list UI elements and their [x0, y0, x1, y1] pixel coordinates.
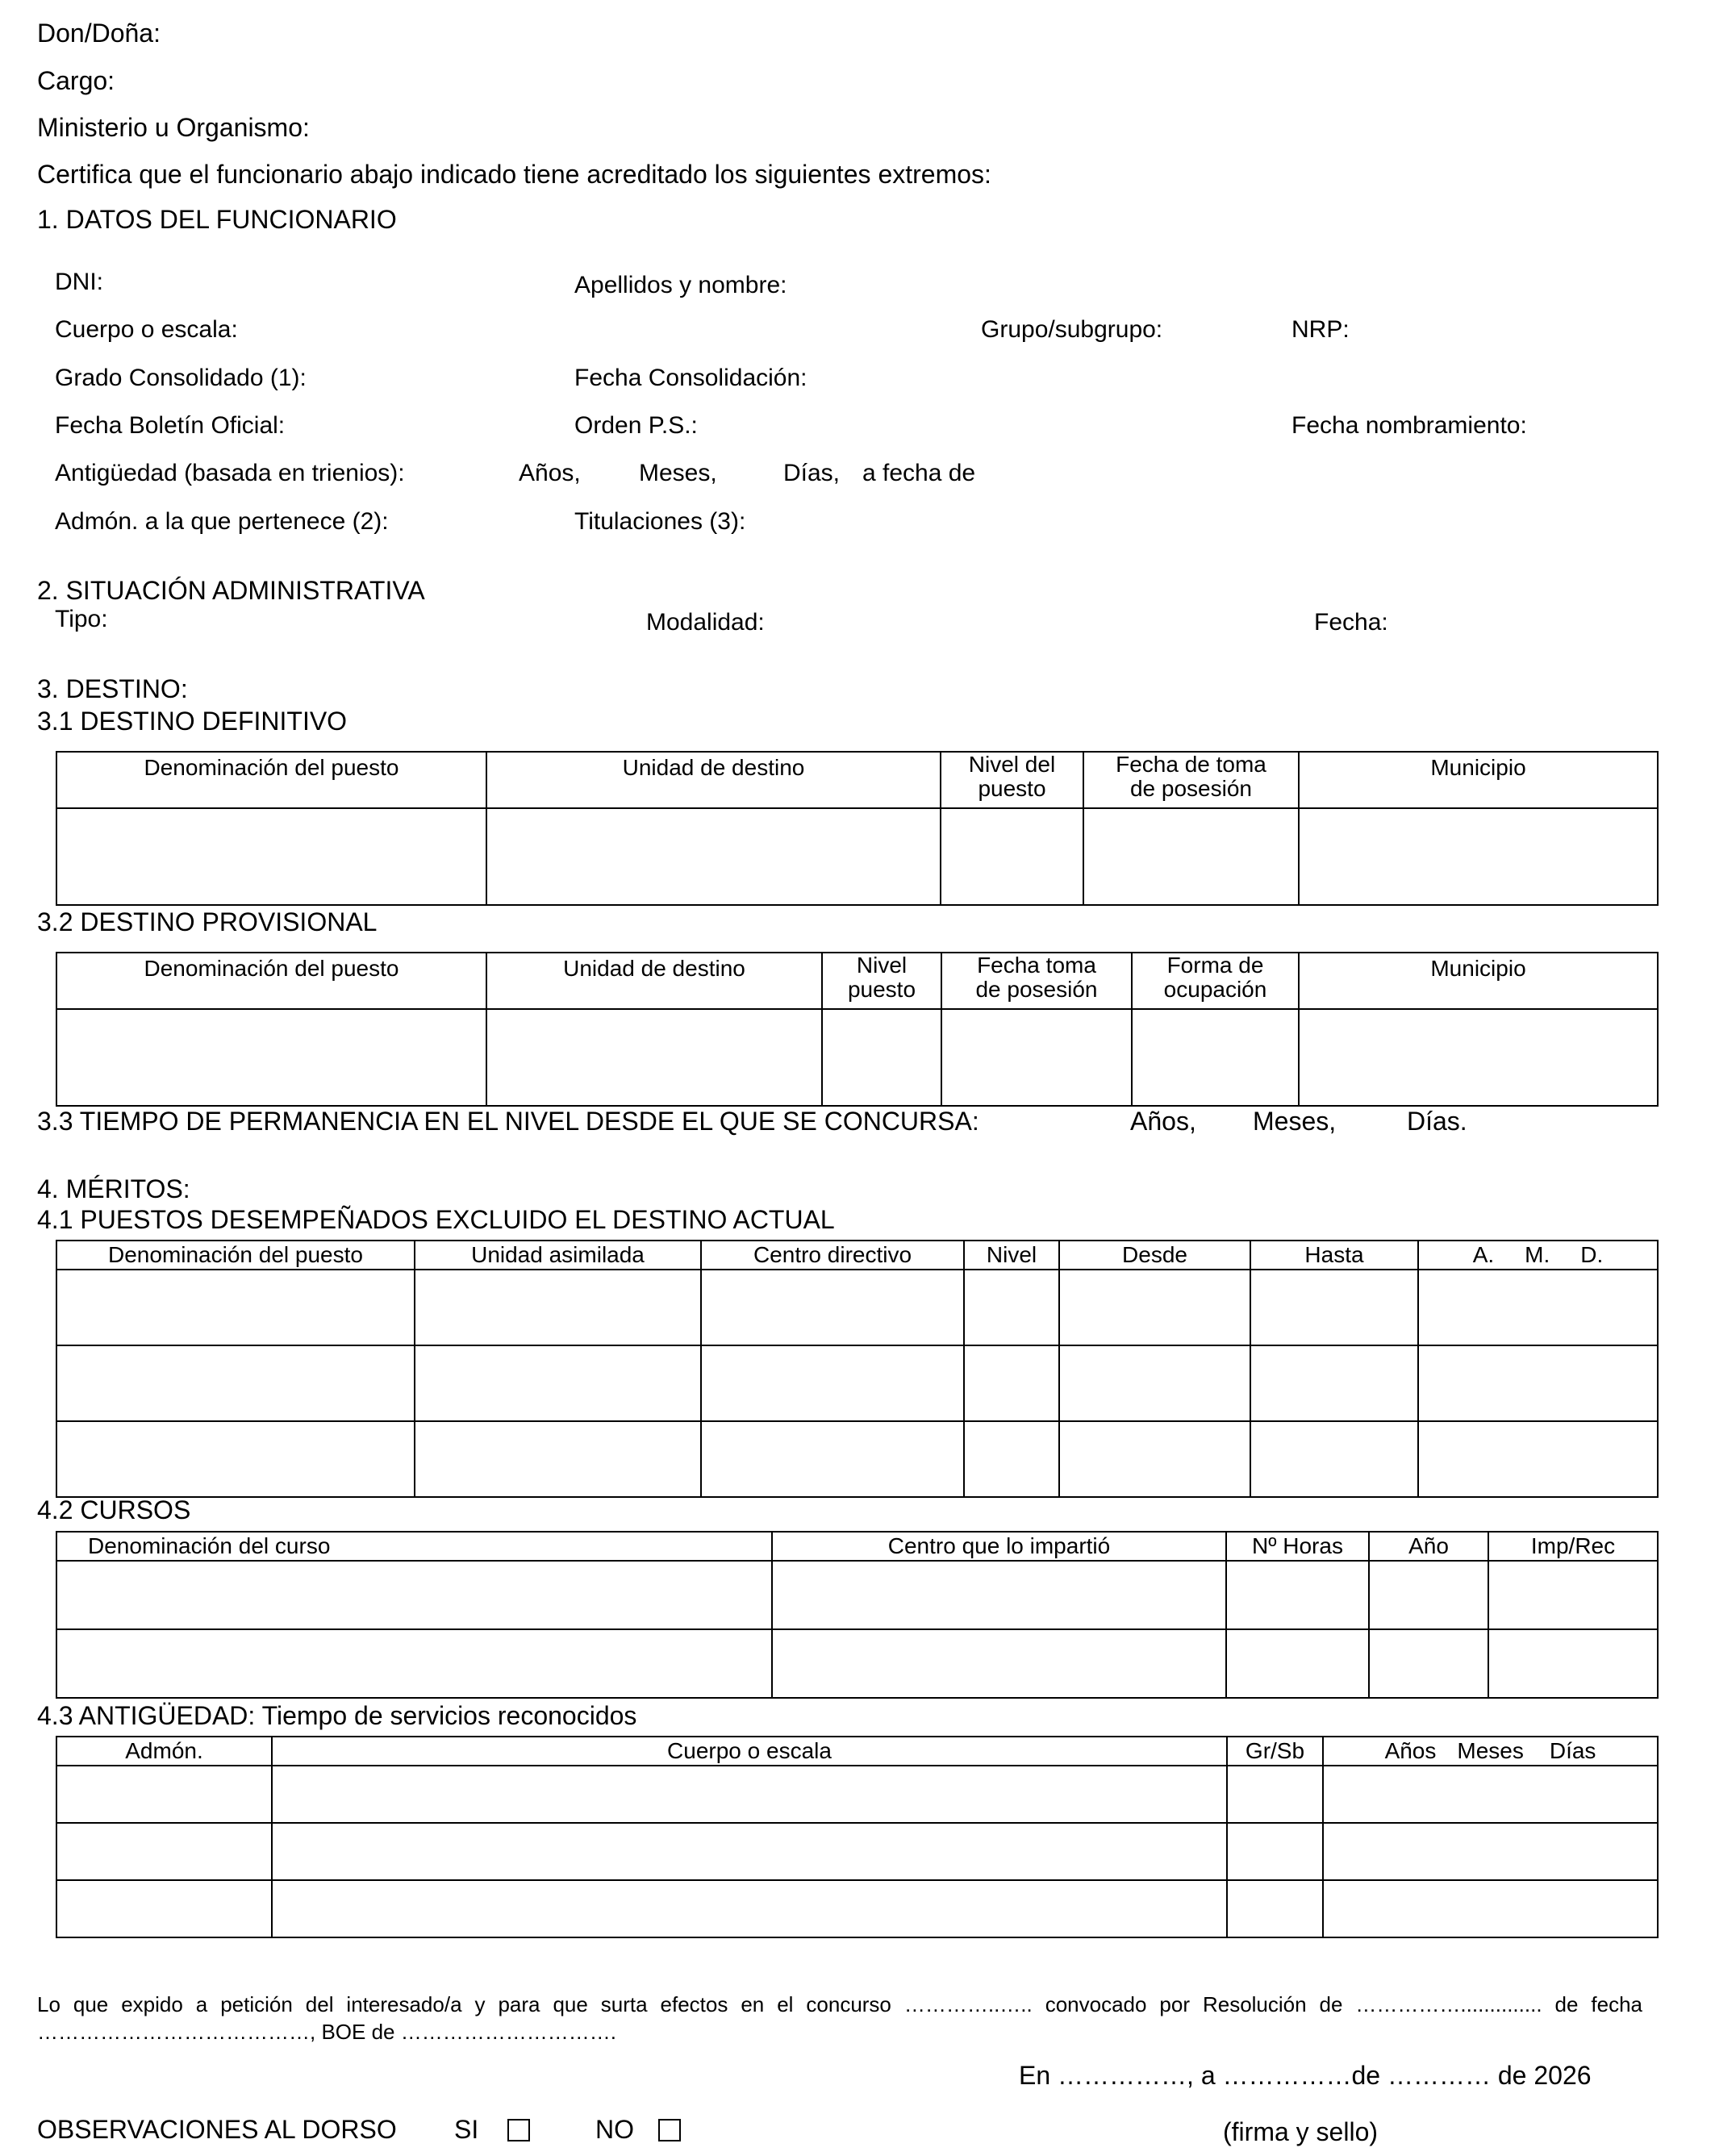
cuerpo-label: Cuerpo o escala:: [55, 316, 238, 343]
cell[interactable]: [1083, 808, 1299, 905]
destino-definitivo-table: [56, 751, 1659, 906]
tipo-label: Tipo:: [55, 606, 108, 632]
cell[interactable]: [1488, 1629, 1658, 1698]
cell[interactable]: [1059, 1345, 1250, 1421]
puestos-table: [56, 1240, 1659, 1498]
cell[interactable]: [56, 1880, 272, 1937]
header-centro: Centro que lo impartió: [772, 1532, 1226, 1561]
orden-label: Orden P.S.:: [574, 412, 698, 439]
modalidad-label: Modalidad:: [646, 609, 765, 636]
header-centro-directivo: Centro directivo: [701, 1241, 964, 1270]
cell[interactable]: [701, 1270, 964, 1345]
cell[interactable]: [1227, 1880, 1323, 1937]
header-fecha-toma: Fecha toma de posesión: [941, 953, 1132, 1009]
header-unidad-asimilada: Unidad asimilada: [415, 1241, 701, 1270]
cell[interactable]: [964, 1345, 1059, 1421]
cell[interactable]: [415, 1345, 701, 1421]
cell[interactable]: [964, 1421, 1059, 1497]
no-checkbox[interactable]: [658, 2119, 681, 2144]
cell[interactable]: [701, 1345, 964, 1421]
cell[interactable]: [56, 1421, 415, 1497]
header-ano: Año: [1369, 1532, 1488, 1561]
header-admon: Admón.: [56, 1737, 272, 1766]
apellidos-label: Apellidos y nombre:: [574, 272, 787, 298]
table-row: [56, 1880, 1658, 1937]
table-row: [56, 1009, 1658, 1106]
section-4-title: 4. MÉRITOS:: [37, 1174, 190, 1203]
ministerio-label: Ministerio u Organismo:: [37, 113, 310, 142]
cell[interactable]: [1323, 1766, 1658, 1823]
cell[interactable]: [486, 808, 941, 905]
header-horas: Nº Horas: [1226, 1532, 1369, 1561]
si-checkbox[interactable]: [507, 2119, 530, 2144]
cell[interactable]: [1299, 808, 1658, 905]
cell[interactable]: [1369, 1561, 1488, 1629]
table-row: [56, 1270, 1658, 1345]
cell[interactable]: [1488, 1561, 1658, 1629]
cell[interactable]: [1226, 1629, 1369, 1698]
permanencia-dias: Días.: [1407, 1107, 1467, 1136]
don-label: Don/Doña:: [37, 19, 161, 48]
header-nivel: Nivel del puesto: [941, 752, 1083, 808]
firma-label: (firma y sello): [1223, 2117, 1379, 2146]
section-4-1-title: 4.1 PUESTOS DESEMPEÑADOS EXCLUIDO EL DESTINO ACTUAL: [37, 1205, 835, 1234]
table-row: [56, 1766, 1658, 1823]
cell[interactable]: [964, 1270, 1059, 1345]
header-municipio: Municipio: [1299, 752, 1658, 808]
cell[interactable]: [1299, 1009, 1658, 1106]
cell[interactable]: [701, 1421, 964, 1497]
table-row: [56, 1421, 1658, 1497]
header-denominacion-curso: Denominación del curso: [56, 1532, 772, 1561]
observaciones-label: OBSERVACIONES AL DORSO: [37, 2115, 397, 2144]
cell[interactable]: [1418, 1421, 1658, 1497]
antiguedad-label: Antigüedad (basada en trienios):: [55, 460, 405, 486]
permanencia-meses: Meses,: [1253, 1107, 1337, 1136]
grado-label: Grado Consolidado (1):: [55, 365, 307, 391]
antiguedad-anos: Años,: [519, 460, 581, 486]
cell[interactable]: [56, 1629, 772, 1698]
header-imp-rec: Imp/Rec: [1488, 1532, 1658, 1561]
cell[interactable]: [1418, 1270, 1658, 1345]
cell[interactable]: [486, 1009, 822, 1106]
cell[interactable]: [56, 808, 486, 905]
header-municipio: Municipio: [1299, 953, 1658, 1009]
legal-statement: Lo que expido a petición del interesado/a y para que surta efectos en el concurso …………..….. convocado por Resolución de …………….............. de fecha …………………………………, BOE de ………………………….: [37, 1992, 1642, 2044]
destino-provisional-table: [56, 952, 1659, 1107]
header-hasta: Hasta: [1250, 1241, 1418, 1270]
cell[interactable]: [822, 1009, 941, 1106]
section-3-3-title: 3.3 TIEMPO DE PERMANENCIA EN EL NIVEL DESDE EL QUE SE CONCURSA:: [37, 1107, 979, 1136]
table-row: [56, 1561, 1658, 1629]
nrp-label: NRP:: [1291, 316, 1350, 343]
section-4-3-title: 4.3 ANTIGÜEDAD: Tiempo de servicios reconocidos: [37, 1701, 637, 1730]
table-row: [56, 1823, 1658, 1880]
section-3-1-title: 3.1 DESTINO DEFINITIVO: [37, 707, 348, 736]
antiguedad-dias: Días,: [783, 460, 841, 486]
fecha-label: Fecha:: [1314, 609, 1388, 636]
cell[interactable]: [1250, 1421, 1418, 1497]
cell[interactable]: [1250, 1270, 1418, 1345]
fecha-boletin-label: Fecha Boletín Oficial:: [55, 412, 286, 439]
table-row: [56, 808, 1658, 905]
cell[interactable]: [415, 1421, 701, 1497]
permanencia-anos: Años,: [1130, 1107, 1196, 1136]
cell[interactable]: [1227, 1766, 1323, 1823]
header-cuerpo: Cuerpo o escala: [272, 1737, 1227, 1766]
cell[interactable]: [941, 808, 1083, 905]
cell[interactable]: [941, 1009, 1132, 1106]
admon-label: Admón. a la que pertenece (2):: [55, 508, 389, 535]
cell[interactable]: [415, 1270, 701, 1345]
cell[interactable]: [272, 1880, 1227, 1937]
cell[interactable]: [1226, 1561, 1369, 1629]
no-label: NO: [595, 2115, 634, 2144]
cell[interactable]: [56, 1766, 272, 1823]
cell[interactable]: [272, 1766, 1227, 1823]
cell[interactable]: [272, 1823, 1227, 1880]
table-row: [56, 1345, 1658, 1421]
header-nivel: Nivel: [964, 1241, 1059, 1270]
cell[interactable]: [1059, 1421, 1250, 1497]
cursos-table: [56, 1531, 1659, 1699]
cell[interactable]: [1227, 1823, 1323, 1880]
fecha-nombramiento-label: Fecha nombramiento:: [1291, 412, 1527, 439]
antiguedad-a-fecha: a fecha de: [862, 460, 976, 486]
header-denominacion: Denominación del puesto: [56, 1241, 415, 1270]
antiguedad-table: [56, 1736, 1659, 1938]
cell[interactable]: [1323, 1880, 1658, 1937]
cargo-label: Cargo:: [37, 66, 115, 95]
header-desde: Desde: [1059, 1241, 1250, 1270]
header-gr-sb: Gr/Sb: [1227, 1737, 1323, 1766]
header-denominacion: Denominación del puesto: [56, 752, 486, 808]
cell[interactable]: [56, 1345, 415, 1421]
cell[interactable]: [1418, 1345, 1658, 1421]
section-3-title: 3. DESTINO:: [37, 674, 188, 703]
cell[interactable]: [56, 1270, 415, 1345]
header-denominacion: Denominación del puesto: [56, 953, 486, 1009]
section-3-2-title: 3.2 DESTINO PROVISIONAL: [37, 907, 378, 936]
header-fecha-toma: Fecha de toma de posesión: [1083, 752, 1299, 808]
section-4-2-title: 4.2 CURSOS: [37, 1495, 191, 1524]
cell[interactable]: [1323, 1823, 1658, 1880]
cell[interactable]: [1132, 1009, 1299, 1106]
cell[interactable]: [1059, 1270, 1250, 1345]
cell[interactable]: [56, 1823, 272, 1880]
header-forma-ocupacion: Forma de ocupación: [1132, 953, 1299, 1009]
section-2-title: 2. SITUACIÓN ADMINISTRATIVA: [37, 576, 425, 605]
header-anos-meses-dias: Años Meses Días: [1323, 1737, 1658, 1766]
section-1-title: 1. DATOS DEL FUNCIONARIO: [37, 205, 397, 234]
cell[interactable]: [772, 1629, 1226, 1698]
fecha-consolidacion-label: Fecha Consolidación:: [574, 365, 807, 391]
header-amd: A. M. D.: [1418, 1241, 1658, 1270]
header-unidad: Unidad de destino: [486, 953, 822, 1009]
cell[interactable]: [772, 1561, 1226, 1629]
table-row: [56, 1629, 1658, 1698]
grupo-label: Grupo/subgrupo:: [981, 316, 1163, 343]
cell[interactable]: [1369, 1629, 1488, 1698]
si-label: SI: [454, 2115, 479, 2144]
certifica-text: Certifica que el funcionario abajo indicado tiene acreditado los siguientes extremos:: [37, 160, 991, 189]
antiguedad-meses: Meses,: [639, 460, 717, 486]
place-date-line: En ……………, a ……………de ………… de 2026: [1019, 2061, 1592, 2090]
cell[interactable]: [56, 1561, 772, 1629]
cell[interactable]: [56, 1009, 486, 1106]
dni-label: DNI:: [55, 269, 103, 295]
header-unidad: Unidad de destino: [486, 752, 941, 808]
cell[interactable]: [1250, 1345, 1418, 1421]
header-nivel: Nivel puesto: [822, 953, 941, 1009]
titulaciones-label: Titulaciones (3):: [574, 508, 746, 535]
